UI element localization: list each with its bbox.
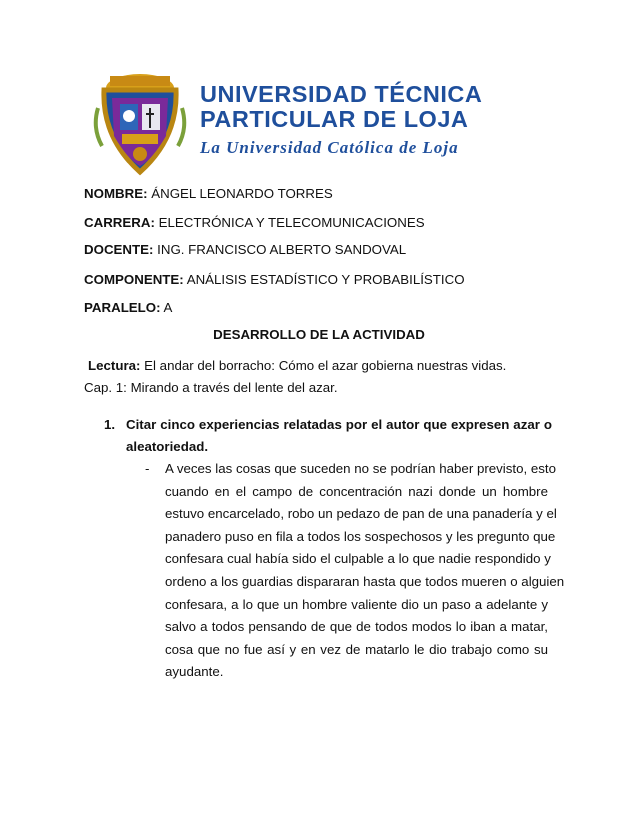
field-value: ING. FRANCISCO ALBERTO SANDOVAL [153,242,407,257]
answer-line: cosa que no fue así y en vez de matarlo le dio trabajo como su [165,641,548,657]
logo-tagline: La Universidad Católica de Loja [200,138,459,157]
logo-line2: PARTICULAR DE LOJA [200,106,469,132]
answer-line: confesara cual había sido el culpable a lo que nadie respondido y [165,551,551,567]
answer-paragraph [165,458,565,684]
chapter-line: Cap. 1: Mirando a través del lente del azar. [84,380,338,395]
question-text-line1: Citar cinco experiencias relatadas por el autor que expresen azar o [126,417,552,432]
field-value: ANÁLISIS ESTADÍSTICO Y PROBABILÍSTICO [183,272,465,287]
field-label: CARRERA: [84,215,155,230]
answer-line: confesara, a lo que un hombre valiente dio un paso a adelante y [165,596,548,612]
answer-line: cuando en el campo de concentración nazi donde un hombre [165,483,548,499]
field-paralelo [84,300,172,316]
answer-line: A veces las cosas que suceden no se podrían haber previsto, esto [165,461,557,476]
logo-line1: UNIVERSIDAD TÉCNICA [200,81,483,107]
reading-value: El andar del borracho: Cómo el azar gobierna nuestras vidas. [140,358,507,373]
answer-line: panadero puso en fila a todos los sospechosos y les pregunto que [165,528,556,544]
answer-line: salvo a todos pensando de que de todos modos lo iban a matar, [165,619,548,635]
field-label: NOMBRE: [84,186,148,201]
answer-line: ordeno a los guardias dispararan hasta que todos mueren o alguien [165,573,565,589]
field-value: ÁNGEL LEONARDO TORRES [147,186,333,201]
field-carrera [84,215,425,231]
field-label: COMPONENTE: [84,272,184,287]
field-value: A [160,300,173,315]
field-label: DOCENTE: [84,242,154,257]
question-number: 1. [104,417,116,432]
answer-line: ayudante. [165,664,224,680]
answer-bullet: - [145,461,150,476]
university-wordmark [200,82,572,158]
reading-line [88,358,506,373]
answer-line: estuvo encarcelado, robo un pedazo de pan de una panadería y el [165,506,557,522]
field-docente [84,242,406,258]
question-1 [104,414,552,458]
field-componente [84,272,465,288]
field-label: PARALELO: [84,300,161,315]
field-value: ELECTRÓNICA Y TELECOMUNICACIONES [154,215,425,230]
university-crest-icon [92,68,188,178]
section-title: DESARROLLO DE LA ACTIVIDAD [213,327,425,342]
reading-label: Lectura: [88,358,141,373]
question-text-line2: aleatoriedad. [126,439,209,454]
university-logo [92,68,572,180]
field-nombre [84,186,333,202]
